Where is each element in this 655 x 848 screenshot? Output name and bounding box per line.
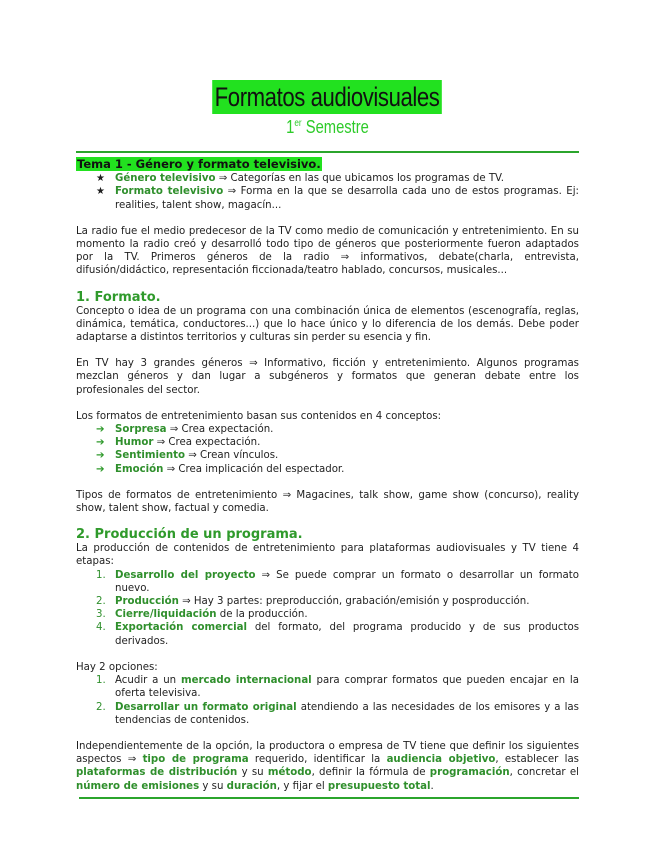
closing-keyword: audiencia objetivo xyxy=(386,754,496,766)
section-heading-formato: 1. Formato. xyxy=(76,289,161,305)
closing-paragraph xyxy=(76,740,579,793)
list-item xyxy=(96,423,579,436)
stage-term: Exportación comercial xyxy=(115,622,247,634)
stage-text: ⇒ Se puede comprar un formato o desarrollar un formato nuevo. xyxy=(115,569,579,594)
option-term: mercado internacional xyxy=(180,675,312,687)
closing-text: , definir la fórmula de xyxy=(311,767,430,779)
concept-text: ⇒ Crea expectación. xyxy=(153,437,261,449)
option-term: Desarrollar un formato original xyxy=(115,701,297,713)
closing-text: , y fijar el xyxy=(276,780,328,792)
semester-subtitle xyxy=(59,117,596,138)
document-title: Formatos audiovisuales xyxy=(213,80,443,114)
bullet-text: ⇒ Categorías en las que ubicamos los programas de TV. xyxy=(215,173,504,185)
formato-paragraph-2: En TV hay 3 grandes géneros ⇒ Informativo, ficción y entretenimiento. Algunos programas mezclan géneros y dan lugar a subgéneros y formatos que generan debate entre los profesionales del sector. xyxy=(76,358,579,396)
closing-text: , establecer las xyxy=(495,754,579,766)
semester-ordinal: er xyxy=(294,118,302,129)
concept-text: ⇒ Crean vínculos. xyxy=(185,450,279,462)
stage-text: de la producción. xyxy=(216,609,308,621)
arrow-right-icon: ➔ xyxy=(96,424,105,436)
top-divider xyxy=(76,151,579,153)
closing-text: , concretar el xyxy=(509,767,579,779)
section-heading-produccion: 2. Producción de un programa. xyxy=(76,527,303,543)
closing-text: y su xyxy=(199,780,227,792)
semester-word: Semestre xyxy=(305,117,369,137)
list-item xyxy=(96,701,579,727)
list-number: 2. xyxy=(96,701,106,713)
stage-term: Producción xyxy=(115,596,179,608)
closing-keyword: tipo de programa xyxy=(142,754,249,766)
stage-term: Desarrollo del proyecto xyxy=(115,569,256,581)
closing-keyword: plataformas de distribución xyxy=(76,767,238,779)
bullet-term: Género televisivo xyxy=(115,173,216,185)
closing-text: Independientemente de la opción, la productora o empresa de TV tiene que definir los siguientes aspectos ⇒ xyxy=(76,740,579,766)
list-number: 4. xyxy=(96,622,106,634)
arrow-right-icon: ➔ xyxy=(96,463,105,475)
list-item xyxy=(96,436,579,449)
closing-keyword: programación xyxy=(429,767,510,779)
list-number: 1. xyxy=(96,675,106,687)
closing-text: requerido, identificar la xyxy=(248,754,387,766)
list-item xyxy=(96,172,579,185)
arrow-right-icon: ➔ xyxy=(96,437,105,449)
title-wrap xyxy=(0,80,655,114)
document-body xyxy=(76,156,579,793)
formato-paragraph-3: Los formatos de entretenimiento basan sus contenidos en 4 conceptos: xyxy=(76,410,442,422)
concept-term: Emoción xyxy=(115,463,164,475)
bullet-text: ⇒ Forma en la que se desarrolla cada uno de estos programas. Ej: realities, talent show, magacín... xyxy=(115,186,579,211)
option-text: atendiendo a las necesidades de los emisores y a las tendencias de contenidos. xyxy=(115,701,579,726)
formato-paragraph-1: Concepto o idea de un programa con una combinación única de elementos (escenografía, reglas, dinámica, temática, conductores...) que lo hace único y lo diferencia de los demás. Debe poder adaptarse a distintos territorios y culturas sin perder su esencia y fin. xyxy=(76,305,579,344)
semester-number: 1 xyxy=(286,117,295,137)
stage-text: ⇒ Hay 3 partes: preproducción, grabación/emisión y posproducción. xyxy=(178,596,530,608)
stages-list xyxy=(76,569,579,648)
list-item xyxy=(96,569,579,595)
option-text: para comprar formatos que pueden encajar en la oferta televisiva. xyxy=(115,675,579,700)
list-number: 1. xyxy=(96,569,106,581)
concept-term: Humor xyxy=(115,437,154,449)
closing-keyword: presupuesto total xyxy=(327,780,431,792)
bullet-term: Formato televisivo xyxy=(115,186,224,198)
concept-text: ⇒ Crea implicación del espectador. xyxy=(163,463,345,475)
concept-term: Sorpresa xyxy=(115,424,167,436)
tema-heading: Tema 1 - Género y formato televisivo. xyxy=(77,157,321,171)
concept-term: Sentimiento xyxy=(115,450,185,462)
list-number: 2. xyxy=(96,596,106,608)
closing-keyword: método xyxy=(267,767,312,779)
list-item xyxy=(96,449,579,462)
list-number: 3. xyxy=(96,609,106,621)
list-item xyxy=(96,674,579,700)
closing-keyword: duración xyxy=(226,780,277,792)
list-item xyxy=(96,185,579,211)
stage-term: Cierre/liquidación xyxy=(115,609,217,621)
list-item xyxy=(96,595,579,608)
concept-text: ⇒ Crea expectación. xyxy=(166,424,274,436)
closing-text: y su xyxy=(237,767,268,779)
list-item xyxy=(96,608,579,621)
formato-paragraph-4: Tipos de formatos de entretenimiento ⇒ Magacines, talk show, game show (concurso), reality show, talent show, factual y comedia. xyxy=(76,489,579,515)
closing-keyword: número de emisiones xyxy=(76,780,200,792)
arrow-right-icon: ➔ xyxy=(96,450,105,462)
list-item xyxy=(96,621,579,647)
produccion-intro: La producción de contenidos de entretenimiento para plataformas audiovisuales y TV tiene 4 etapas: xyxy=(76,543,579,568)
intro-paragraph: La radio fue el medio predecesor de la TV como medio de comunicación y entretenimiento. En su momento la radio creó y desarrolló todo tipo de géneros que posteriormente fueron adaptados por la TV. Primeros géneros de la radio ⇒ informativos, debate(charla, entrevista, difusión/didáctico, representación ficcionada/teatro hablado, concursos, musicales... xyxy=(76,225,579,277)
concepts-list xyxy=(76,423,579,476)
closing-text: . xyxy=(430,780,434,792)
bottom-divider xyxy=(79,797,579,799)
option-pre: Acudir a un xyxy=(115,675,181,687)
list-item xyxy=(96,463,579,476)
star-icon: ★ xyxy=(96,173,105,185)
options-intro: Hay 2 opciones: xyxy=(76,661,158,673)
star-icon: ★ xyxy=(96,186,105,198)
tema-bullet-list xyxy=(76,172,579,212)
stage-text: del formato, del programa producido y de sus productos derivados. xyxy=(115,622,580,647)
options-list xyxy=(76,674,579,727)
